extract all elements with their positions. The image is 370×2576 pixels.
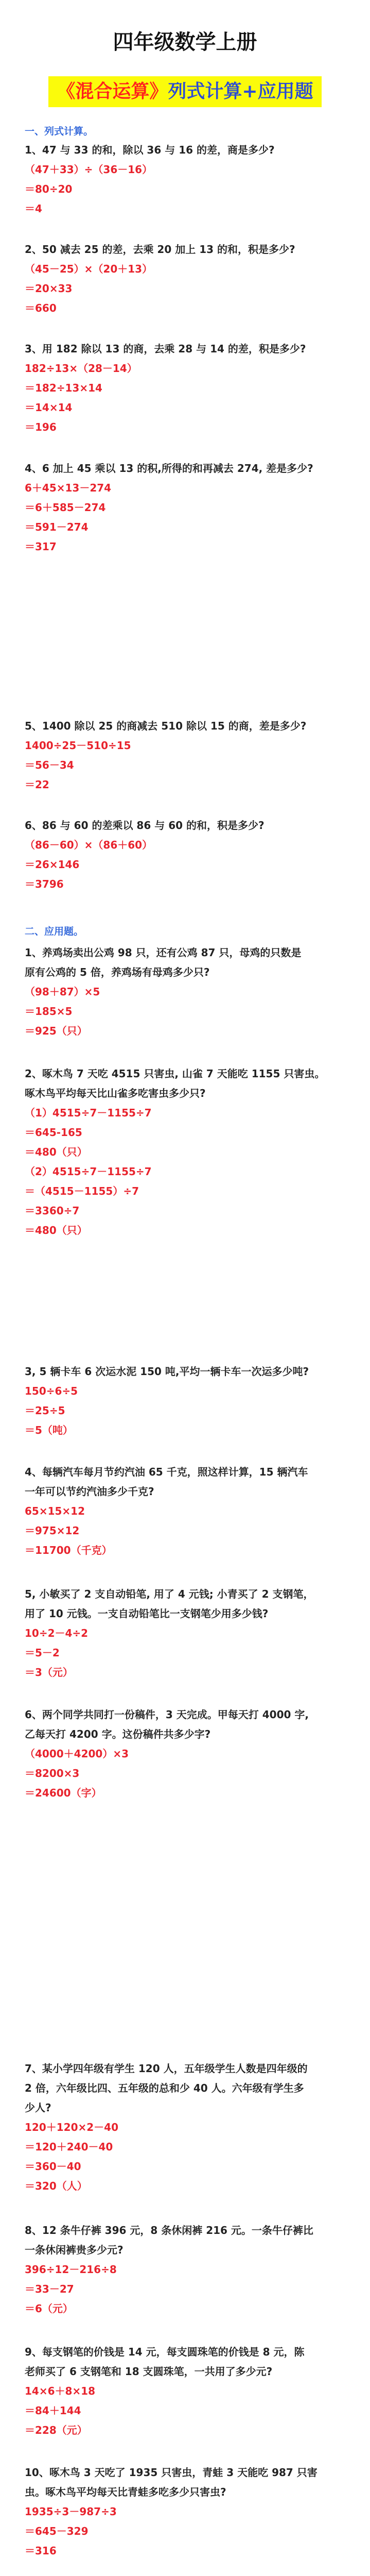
problem-calc-3 — [25, 339, 354, 437]
answer-line: 396÷12－216÷8 — [25, 2263, 117, 2276]
answer-line: （86－60）×（86＋60） — [25, 839, 153, 851]
question-line: 3、用 182 除以 13 的商，去乘 28 与 14 的差，积是多少? — [25, 343, 306, 355]
answer-line: 150÷6÷5 — [25, 1385, 78, 1397]
answer-line: （4000＋4200）×3 — [25, 1748, 129, 1760]
answer-line: （2）4515÷7－1155÷7 — [25, 1165, 152, 1178]
subtitle — [48, 76, 321, 107]
answer-line: 10÷2－4÷2 — [25, 1627, 89, 1639]
question-line: 老师买了 6 支钢笔和 18 支圆珠笔，一共用了多少元? — [25, 2365, 273, 2378]
subtitle-part-calc: 列式计算 — [168, 81, 242, 102]
section-heading-calculation: 一、列式计算。 — [25, 126, 94, 137]
answer-line: ＝8200×3 — [25, 1767, 80, 1780]
answer-line: ＝3360÷7 — [25, 1205, 80, 1217]
answer-line: ＝4 — [25, 202, 42, 215]
problem-word-1 — [25, 943, 354, 1041]
answer-line: ＝317 — [25, 540, 57, 553]
subtitle-plus: + — [242, 81, 258, 102]
answer-line: ＝56－34 — [25, 759, 74, 771]
subtitle-banner — [0, 76, 370, 107]
answer-line: 120＋120×2－40 — [25, 2121, 119, 2133]
answer-line: ＝33－27 — [25, 2283, 74, 2295]
question-line: 5、1400 除以 25 的商减去 510 除以 15 的商，差是多少? — [25, 720, 307, 732]
answer-line: ＝11700（千克） — [25, 1544, 112, 1556]
question-line: 啄木鸟平均每天比山雀多吃害虫多少只? — [25, 1087, 206, 1099]
answer-line: 6＋45×13－274 — [25, 482, 112, 494]
answer-line: ＝3（元） — [25, 1666, 73, 1679]
answer-line: （45－25）×（20＋13） — [25, 263, 153, 275]
answer-line: ＝（4515－1155）÷7 — [25, 1185, 139, 1197]
question-line: 2 倍，六年级比四、五年级的总和少 40 人。六年级有学生多 — [25, 2082, 304, 2094]
question-line: 8、12 条牛仔裤 396 元，8 条休闲裤 216 元。一条牛仔裤比 — [25, 2224, 313, 2236]
question-line: 4、6 加上 45 乘以 13 的积,所得的和再减去 274, 差是多少? — [25, 462, 313, 474]
answer-line: 65×15×12 — [25, 1505, 85, 1517]
answer-line: ＝591－274 — [25, 521, 89, 533]
answer-line: ＝360－40 — [25, 2160, 81, 2173]
answer-line: ＝20×33 — [25, 282, 73, 295]
problem-calc-4 — [25, 459, 354, 556]
problem-calc-6 — [25, 816, 354, 894]
answer-line: ＝320（人） — [25, 2180, 87, 2192]
question-line: 5, 小敏买了 2 支自动铅笔, 用了 4 元钱; 小青买了 2 支钢笔， — [25, 1588, 314, 1600]
question-line: 6、两个同学共同打一份稿件，3 天完成。甲每天打 4000 字, — [25, 1708, 309, 1721]
answer-line: ＝25÷5 — [25, 1404, 65, 1417]
answer-line: 182÷13×（28－14） — [25, 362, 137, 375]
question-line: 虫。啄木鸟平均每天比青蛙多吃多少只害虫? — [25, 2486, 226, 2498]
answer-line: ＝316 — [25, 2545, 57, 2557]
answer-line: ＝80÷20 — [25, 183, 73, 195]
question-line: 6、86 与 60 的差乘以 86 与 60 的和，积是多少? — [25, 819, 265, 832]
question-line: 2、50 减去 25 的差，去乘 20 加上 13 的和，积是多少? — [25, 243, 295, 256]
answer-line: ＝975×12 — [25, 1524, 80, 1537]
answer-line: 1935÷3－987÷3 — [25, 2505, 117, 2518]
page-title: 四年级数学上册 — [113, 30, 257, 54]
problem-word-10 — [25, 2463, 354, 2561]
question-line: 7、某小学四年级有学生 120 人，五年级学生人数是四年级的 — [25, 2062, 308, 2075]
answer-line: ＝645－329 — [25, 2525, 89, 2537]
question-line: 少人? — [25, 2102, 51, 2114]
question-line: 9、每支钢笔的价钱是 14 元，每支圆珠笔的价钱是 8 元，陈 — [25, 2346, 305, 2358]
answer-line: ＝185×5 — [25, 1005, 73, 1018]
subtitle-part-word: 应用题 — [257, 81, 313, 102]
question-line: 1、47 与 33 的和，除以 36 与 16 的差，商是多少? — [25, 144, 275, 156]
answer-line: ＝196 — [25, 421, 57, 433]
question-line: 4、每辆汽车每月节约汽油 65 千克，照这样计算，15 辆汽车 — [25, 1466, 308, 1478]
question-line: 原有公鸡的 5 倍，养鸡场有母鸡多少只? — [25, 966, 210, 978]
question-line: 10、啄木鸟 3 天吃了 1935 只害虫，青蛙 3 天能吃 987 只害 — [25, 2466, 318, 2479]
answer-line: ＝120＋240－40 — [25, 2141, 113, 2153]
problem-word-6 — [25, 1705, 354, 1803]
problem-word-3 — [25, 1362, 354, 1440]
question-line: 乙每天打 4200 字。这份稿件共多少字? — [25, 1728, 211, 1740]
answer-line: ＝3796 — [25, 878, 64, 890]
problem-word-9 — [25, 2342, 354, 2440]
answer-line: ＝480（只） — [25, 1224, 87, 1236]
answer-line: （98＋87）×5 — [25, 986, 100, 998]
answer-line: （47＋33）÷（36－16） — [25, 163, 153, 176]
answer-line: ＝660 — [25, 302, 57, 314]
question-line: 用了 10 元钱。一支自动铅笔比一支钢笔少用多少钱? — [25, 1607, 269, 1620]
problem-word-8 — [25, 2221, 354, 2318]
problem-calc-2 — [25, 240, 354, 318]
answer-line: 14×6＋8×18 — [25, 2385, 96, 2397]
answer-line: ＝645-165 — [25, 1126, 82, 1139]
answer-line: ＝480（只） — [25, 1146, 87, 1158]
question-line: 1、养鸡场卖出公鸡 98 只，还有公鸡 87 只，母鸡的只数是 — [25, 946, 302, 959]
answer-line: ＝24600（字） — [25, 1787, 102, 1799]
question-line: 一条休闲裤贵多少元? — [25, 2244, 124, 2256]
answer-line: ＝6＋585－274 — [25, 501, 106, 514]
answer-line: 1400÷25－510÷15 — [25, 739, 131, 752]
answer-line: ＝14×14 — [25, 401, 73, 414]
question-line: 2、啄木鸟 7 天吃 4515 只害虫, 山雀 7 天能吃 1155 只害虫。 — [25, 1067, 325, 1080]
answer-line: （1）4515÷7－1155÷7 — [25, 1107, 152, 1119]
problem-calc-5 — [25, 716, 354, 794]
answer-line: ＝6（元） — [25, 2302, 73, 2315]
problem-calc-1 — [25, 140, 354, 218]
subtitle-topic: 《混合运算》 — [57, 81, 168, 102]
answer-line: ＝925（只） — [25, 1025, 87, 1037]
question-line: 一年可以节约汽油多少千克? — [25, 1485, 154, 1498]
section-heading-word-problems: 二、应用题。 — [25, 926, 84, 937]
problem-word-7 — [25, 2059, 354, 2196]
answer-line: ＝84＋144 — [25, 2404, 81, 2417]
answer-line: ＝228（元） — [25, 2424, 87, 2436]
answer-line: ＝182÷13×14 — [25, 382, 102, 394]
answer-line: ＝22 — [25, 778, 49, 791]
problem-word-5 — [25, 1584, 354, 1682]
answer-line: ＝5－2 — [25, 1647, 60, 1659]
answer-line: ＝26×146 — [25, 858, 80, 871]
problem-word-2 — [25, 1064, 354, 1240]
answer-line: ＝5（吨） — [25, 1424, 73, 1436]
question-line: 3, 5 辆卡车 6 次运水泥 150 吨,平均一辆卡车一次运多少吨? — [25, 1365, 309, 1378]
problem-word-4 — [25, 1462, 354, 1560]
